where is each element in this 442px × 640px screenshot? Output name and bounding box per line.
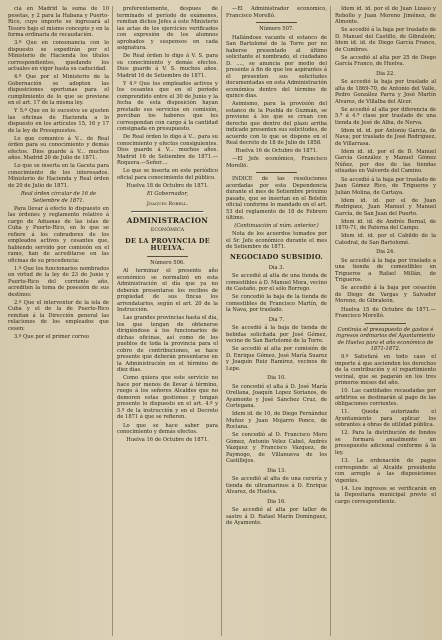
paragraph: 13. La ordenación de pagos corresponde al Alcalde presidente con arreglo á las disposiciones vigentes. [335,458,436,484]
paragraph: Se accedió la baja por traslado al alta de 1869-70, de Antonio del Valle, Pedro González Parra y José Martín Alvarez, de Villalba del Alcor. [335,79,436,105]
paragraph: 10. Las cantidades recaudadas por arbitrios se destinarán al pago de las obligaciones corrientes. [335,388,436,408]
section-title: Continúa el presupuesto de gastos é ingresos ordinarios del Ayuntamiento de Huelva para el año económico de 1871-1872. [336,326,435,353]
paragraph: Idem id. id. por el Cabildo de la Catedral, de San Bartolomé. [335,233,436,246]
paragraph: De Real órden lo digo á V. S. para su conocimiento y demás efectos. Dios guarde á V. S. muchos años. Madrid 16 de Setiembre de 1871. [117,53,218,79]
day-heading: Dia 10. [267,375,286,382]
paragraph: Lo que se inserta en la Gaceta para conocimiento de los interesados. Ministerio de Hacienda y Real órden de 20 de Julio de 1871. [8,163,109,189]
paragraph: Para llevar á efecto lo dispuesto en las órdenes y reglamento relativo á cargo de Aduanas de las islas de Cuba y Puerto-Rico, en lo que se refiere á los cobradores de los empleados activos y cesantes que, habiendo servido por comisión en el ramo, han de acreditarse en las oficinas de su procedencia: [8,205,109,264]
paragraph: Idem id. id. por el de Juan Lizaso y Rebollo y Juan Moreno Jiménez, de Almonte. [335,6,436,25]
paragraph: 9.º Satisfará en todo caso el importe á que ascienden los derechos de la contribución y el repartimiento vecinal, que se pagarán en los tres primeros meses del año. [335,354,436,387]
paragraph: Hallándose vacante el estanco de San Bartolomé de la Torre por no haberse presentado al último solicitante el nombrado, el ciudadano D. ...., se anuncia por medio del presente á fin de que los aspirantes á él presenten sus solicitudes documentadas en esta Administración económica dentro del término de quince días. [226,34,327,99]
day-heading: Dia 22. [376,70,395,77]
paragraph: Se accedió al alta por diferencia de 5.ª á 4.ª clase por traslado de una tienda de José de Alba, de Nerva. [335,106,436,126]
paragraph: Idem id. de 10, de Diego Fernández Muñoz y Juan Mojarro Ponce, de Rociana. [226,411,327,431]
section-heading: ADMINISTRACION [126,216,209,226]
paragraph: 4.º Que por el Ministerio de la Gobernación se adopten las disposiciones oportunas para el cumplimiento de lo que se previene en el art. 17 de la misma ley. [8,74,109,107]
paragraph: Idem id. id. por Antonio García, de Nava; por traslado de José Rodriguez, de Villarrasa. [335,127,436,147]
paragraph: Las grandes provincias hasta el día, los que tengan de obtenerse dirigiéndose á los funcionarios de dichas oficinas, así como de los pueblos de toda la provincia para el cobro de contribuciones, se hace presente que deberán presentarse en la Administración en el término de diez días. [117,315,218,374]
paragraph: —El Administrador económico, Francisco Morelló. [226,6,327,19]
paragraph: Se accedió al alta por taller de sastre á D. Rafael Marín Domínguez, de Ayamonte. [226,507,327,527]
paragraph: Idem id. id. de Andrés Bernal, de 1870-71, de Paterna del Campo. [335,218,436,232]
paragraph: Se accedió al alta por comisión de D. Enrique Gómez, José María Suarez y Joaquín Ruiz Ramírez, vecinos de Lepe. [226,346,327,372]
continuation-note: (Continuación al núm. anterior.) [234,223,319,230]
paragraph: 1.º Que los funcionarios nombrados en virtud de la ley de 23 de Junio y Puerto-Rico del corriente año, acrediten la toma de posesión de sus destinos: [8,265,109,298]
day-heading: Dia 3. [268,264,285,271]
section-subheading: DE LA PROVINCIA DE HUELVA. [125,236,210,253]
notice-number: Número 506. [150,259,185,266]
day-heading: Dia 13. [267,467,286,474]
paragraph: Lo que se hace saber para conocimiento y demás efectos. [117,422,218,436]
divider [365,323,405,324]
paragraph: Idem id. id. por el de D. Manuel García González y Manuel Gómez Núñez, por dos de las tiendas situadas en Valverde del Camino. [335,148,436,175]
day-heading: Dia 7. [268,316,285,323]
paragraph: Se accedió al alta de una cerería y tienda de ultramarinos á D. Enrique Alvarez, de Huelva. [226,476,327,496]
paragraph: Idem id. id. por el de Juan Rodriguez, Juan Manuel y Manuel García, de San Juan del Puerto. [335,197,436,217]
paragraph: Se concedió la baja de la tienda de comestibles de Francisco Martín, de la Nava, por traslado. [226,294,327,314]
paragraph: Y 4.º Que los empleados activos y los cesantes que en el período comprendido entre el 30 de Junio y la fecha de esta disposición hayan prestado sus servicios en comisión, perciban los haberes que les correspondan con cargo á la cantidad consignada en presupuesto. [117,80,218,133]
paragraph: Se accedió á la baja de tienda de bebidas solicitada por José Gómez, vecino de San Bartolomé de la Torre. [226,325,327,345]
paragraph: Se accedió á la baja por cesación de Diego de Vargas y Salvador Moreno, de Gibraleón. [335,285,436,305]
day-heading: Dia 24. [376,249,395,256]
date-line: Huelva 16 de Octubre de 1871. [235,148,318,155]
paragraph: Se accedió al alta de una tienda de comestibles á D. Manuel Mora, vecino de Castaño, por el sólo Borrego. [226,273,327,293]
paragraph: Asimismo, para la provisión del estanco de la Puebla de Guzmán, se previene á los que se crean con derecho que dentro del plazo arriba indicado presenten sus solicitudes, de acuerdo con lo que se dispone en el Real decreto de 18 de Julio de 1858. [226,101,327,147]
notice-number: Número 507. [259,26,294,32]
section-heading: NEGOCIADO SUBSIDIO. [230,252,323,261]
paragraph: 11. Queda autorizado el Ayuntamiento para aplicar los sobrantes á obras de utilidad pública. [335,409,436,429]
paragraph: 2.º Que el interventor de la isla de Cuba y el de la de Puerto-Rico remitan á la Dirección general las relaciones de los empleados que cesen: [8,299,109,332]
signature-role: El Gobernador, [146,191,189,198]
paragraph: Lo que se inserta en este periódico oficial para conocimiento del público. [117,168,218,181]
column-4 [335,6,436,636]
paragraph: Como quiera que este servicio no hace por menos de llevar á término, ruego á los señores Alcaldes que no demoren estas gestiones y tengan presente lo dispuesto en el art. 4.º y 5.º de la instrucción y en el Decreto de 1871 á que se refieren. [117,375,218,421]
paragraph: Huelva 15 de Octubre de 1871.—Francisco Morelló. [335,306,436,320]
paragraph: Se concedió al D. Francisco Moro Gómez, Antonio Velez Cabel, Andrés Vázquez y Francisco Vázquez, de Paymogo, de Villanueva de los Castillejos. [226,432,327,465]
divider [147,256,187,257]
date-line: Huelva 16 de Octubre de 1871. [126,437,209,444]
paragraph: Y 5.º Que en lo sucesivo se ajusten las oficinas de Hacienda a lo dispuesto en los artículos 15, 16 y 17 de la ley de Presupuestos. [8,108,109,134]
date-line: Huelva 18 de Octubre de 1871. [126,182,209,189]
paragraph: Nota de los acuerdos tomados por el Sr. Jefe económico durante el mes de Setiembre de 1871. [226,231,327,251]
paragraph: Se accedió al alta por 25 de Diego García Franco, de Huelva. [335,54,436,68]
paragraph: 12. Para la distribución de fondos se formará anualmente un presupuesto adicional conforme á la ley. [335,430,436,456]
paragraph: Lo que comunico á V... de Real órden para su conocimiento y demás efectos. Dios guarde á V... muchos años. Madrid 20 de Julio de 1871. [8,135,109,162]
paragraph: INDICE de las resoluciones acordadas por esta Dependencia durante el mes de Setiembre próximo pasado, que se insertan en el Boletín oficial conforme lo mandado en el art. 53 del reglamento de 18 de Febrero último. [226,176,327,222]
paragraph: De Real órden lo digo á V... para su conocimiento y efectos consiguientes. Dios guarde á V... muchos años. Madrid 16 de Setiembre de 1871.—Roquera.—Señor.... [117,134,218,167]
paragraph: cía en Madrid la suma de 10 pesetas, y 2 para la Habana y Puerto-Rico, cuyo importe se ingresará al Tesoro bajo el mismo concepto y en la forma ordinaria de recaudación. [8,6,109,38]
paragraph: 3.º Que en consonancia con lo dispuesto se expedirán por el Ministerio de Hacienda los títulos correspondientes, quedando los actuales en vigor hasta su caducidad. [8,40,109,73]
signature-name: Joaquin Robell. [146,200,189,207]
section-subheading: ECONÓMICA [150,228,185,234]
paragraph: Se accedió á la baja por traslado de Juan Gómez Rico, de Trigueros y Julián Molina, de Cartaya. [335,176,436,196]
paragraph: Se accedió á la baja por traslado de D. Manuel del Castillo, de Gibraleón; Idem id. id. de Diego García Franco, de Cumbres. [335,27,436,53]
paragraph: Se concedió el alta á D. José María Orellana, Joaquín Lopez Sorianos, de Ayamonte y José Sánchez Cruz, de Cortegana. [226,383,327,410]
column-3 [226,6,331,636]
column-1 [8,6,113,636]
day-heading: Dia 16. [267,498,286,505]
paragraph: —El Jefe económico, Francisco Morelló. [226,156,327,169]
paragraph: Se accedió á la baja por traslado a una tienda de comestibles en Trigueros a Rafael Millán, de Trigueros. [335,257,436,284]
paragraph: 14. Los ingresos se verificarán en la Depositaría municipal previo el cargo correspondiente. [335,485,436,505]
paragraph: preferentemente, despues de terminado el período de exámenes, remitan dichos Jefes á este Ministerio las actas de los ejercicios verificados con expresión de los alumnos aprobados y suspensos en cada asignatura. [117,6,218,51]
divider [256,22,296,23]
paragraph: Al terminar el presente año económico se normalizó en esta Administración el día que ya no deberán presentarse los recibos de propiedad de sus fincas los arrendatarios, según el art. 20 de la Instrucción. [117,268,218,314]
divider [256,172,296,173]
column-2 [117,6,222,636]
order-title: Real órden circular de 16 de Setiembre de 1871. [20,191,97,204]
divider [131,211,204,213]
paragraph: 3.º Que por el primer correo [14,333,90,340]
